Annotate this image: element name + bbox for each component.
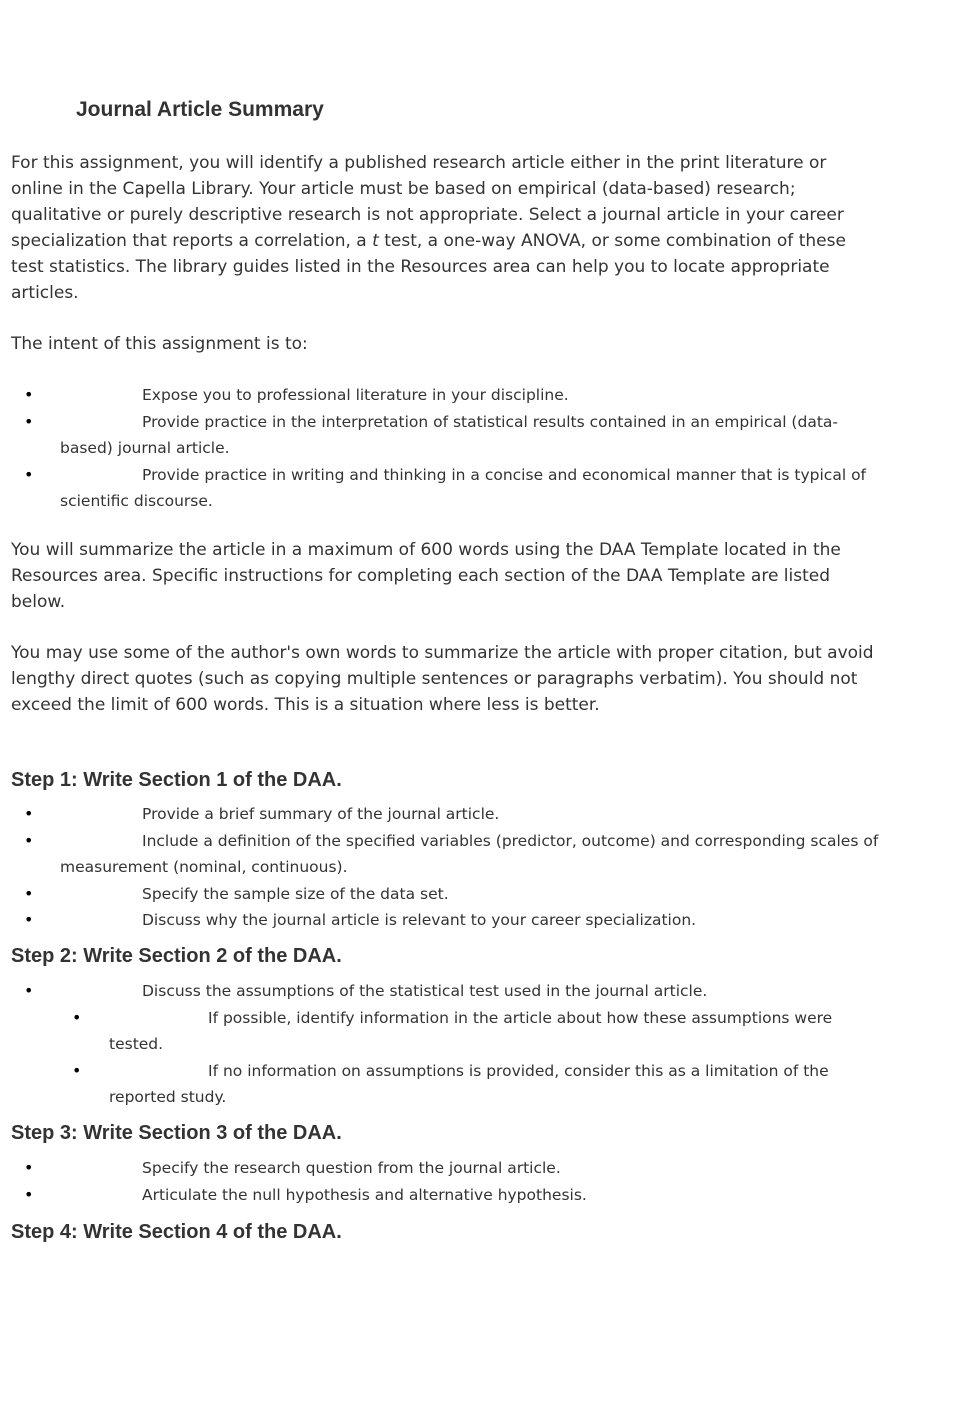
list-item-text: Specify the research question from the journal article. — [142, 1159, 561, 1177]
step-4-heading: Step 4: Write Section 4 of the DAA. — [11, 1221, 342, 1243]
list-item — [0, 382, 880, 409]
intent-label: The intent of this assignment is to: — [11, 334, 308, 354]
sub-list-item — [0, 1005, 880, 1058]
list-item — [0, 462, 880, 515]
list-item-text: Articulate the null hypothesis and alternative hypothesis. — [142, 1185, 587, 1204]
summary-paragraph: You will summarize the article in a maximum of 600 words using the DAA Template located in the Resources area. Specific instructions for completing each section of the DAA Template are listed below. — [11, 540, 841, 612]
list-item-text: If possible, identify information in the article about how these assumptions were tested. — [109, 1008, 833, 1053]
list-item — [0, 978, 880, 1005]
list-item-text: Discuss the assumptions of the statistical test used in the journal article. — [142, 982, 708, 1000]
bullet-icon: • — [24, 830, 34, 850]
step-1-heading: Step 1: Write Section 1 of the DAA. — [11, 769, 342, 791]
bullet-icon: • — [24, 883, 34, 903]
list-item-text: Discuss why the journal article is relevant to your career specialization. — [142, 911, 697, 929]
bullet-icon: • — [24, 981, 34, 1000]
step-3-heading: Step 3: Write Section 3 of the DAA. — [11, 1122, 342, 1144]
list-item — [0, 1182, 880, 1209]
bullet-icon: • — [24, 464, 34, 484]
list-item — [0, 409, 880, 462]
quote-paragraph: You may use some of the author's own words to summarize the article with proper citation, but avoid lengthy direct quotes (such as copying multiple sentences or paragraphs verbatim). You should not exceed the limit of 600 words. This is a situation where less is better. — [11, 643, 874, 715]
list-item-text: Provide practice in writing and thinking in a concise and economical manner that is typical of scientific discourse. — [60, 465, 867, 510]
sub-list-item — [0, 1058, 880, 1111]
intent-list — [0, 382, 880, 515]
intro-italic-t: t — [372, 231, 379, 251]
list-item — [0, 881, 880, 908]
list-item — [0, 907, 880, 934]
list-item-text: Expose you to professional literature in your discipline. — [142, 386, 569, 404]
list-item-text: Specify the sample size of the data set. — [142, 884, 449, 903]
list-item — [0, 1155, 880, 1182]
step-1-list — [0, 801, 880, 934]
page-title: Journal Article Summary — [76, 98, 324, 121]
bullet-icon: • — [24, 804, 34, 823]
list-item — [0, 828, 880, 881]
bullet-icon: • — [24, 385, 34, 404]
step-2-list — [0, 978, 880, 1111]
list-item-text: Provide a brief summary of the journal article. — [142, 805, 500, 823]
list-item-text: Provide practice in the interpretation of statistical results contained in an empirical (data-based) journal article. — [60, 412, 838, 457]
step-3-list — [0, 1155, 880, 1208]
list-item — [0, 801, 880, 828]
intro-text-part-2: test, a one-way ANOVA, or some combination of these test statistics. The library guides listed in the Resources area can help you to locate appropriate articles. — [11, 231, 846, 303]
bullet-icon: • — [72, 1060, 82, 1080]
list-item-text: If no information on assumptions is provided, consider this as a limitation of the reported study. — [109, 1061, 829, 1106]
intro-text-part-1: For this assignment, you will identify a published research article either in the print literature or online in the Capella Library. Your article must be based on empirical (data-based) research; qualitative or purely descriptive research is not appropriate. Select a journal article in your career specialization that reports a correlation, a — [11, 153, 844, 251]
intro-paragraph — [11, 150, 881, 306]
bullet-icon: • — [24, 411, 34, 431]
bullet-icon: • — [24, 1184, 34, 1204]
step-2-heading: Step 2: Write Section 2 of the DAA. — [11, 945, 342, 967]
bullet-icon: • — [24, 1158, 34, 1177]
bullet-icon: • — [24, 910, 34, 929]
bullet-icon: • — [72, 1007, 82, 1027]
list-item-text: Include a definition of the specified variables (predictor, outcome) and corresponding scales of measurement (nominal, continuous). — [60, 831, 879, 876]
